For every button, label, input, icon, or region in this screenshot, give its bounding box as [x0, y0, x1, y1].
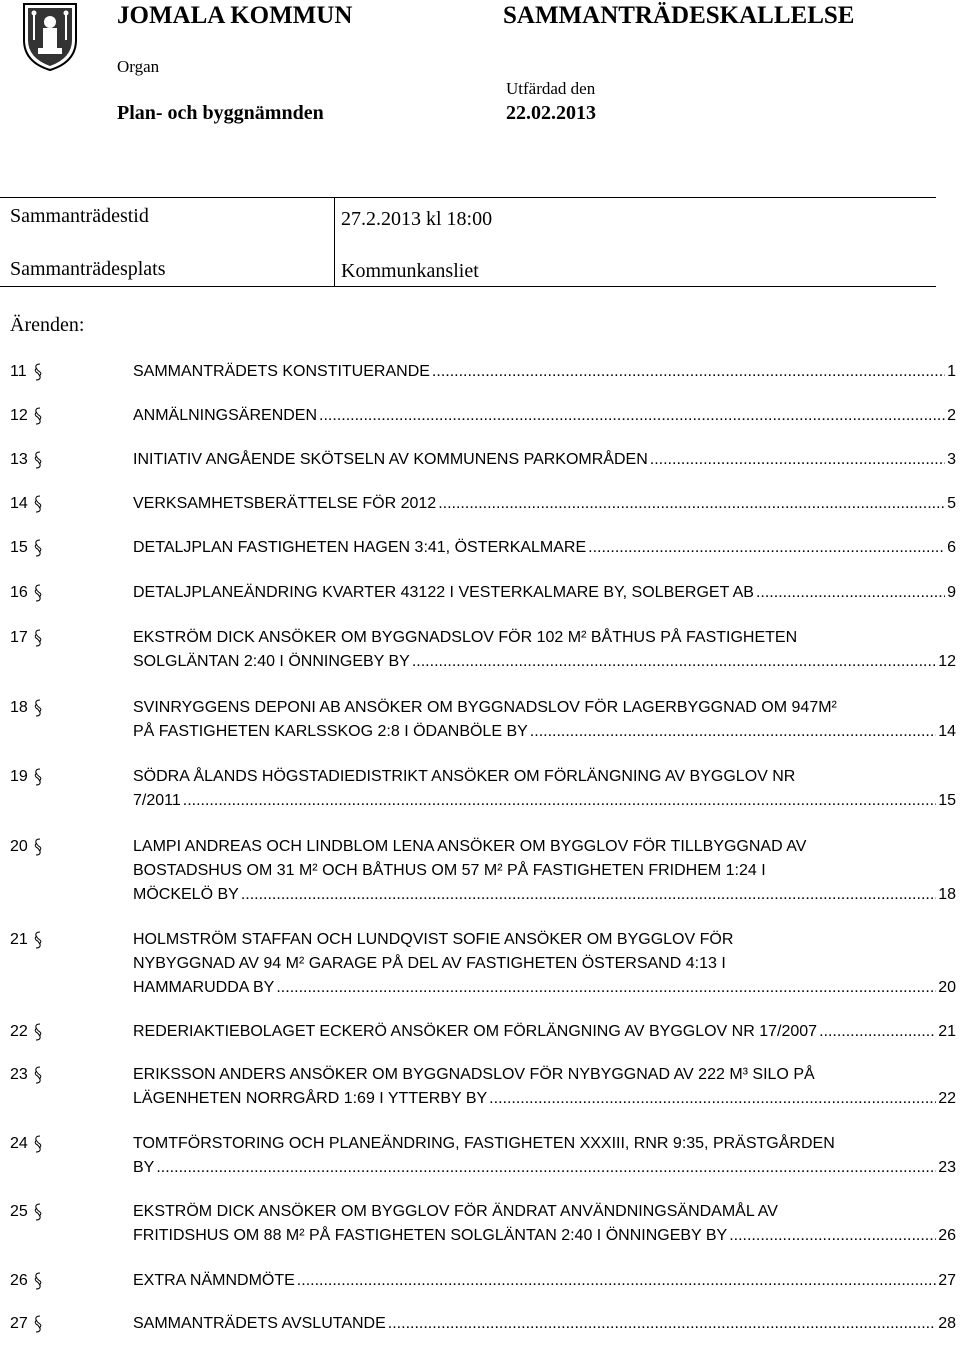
section-sign-icon [33, 1065, 43, 1085]
agenda-item-page: 28 [938, 1315, 956, 1332]
agenda-item-title: INITIATIV ANGÅENDE SKÖTSELN AV KOMMUNENS PARKOMRÅDEN ..... 3 [133, 448, 956, 472]
document-type: SAMMANTRÄDESKALLELSE [503, 2, 855, 29]
agenda-item-page: 15 [938, 792, 956, 809]
agenda-heading: Ärenden: [10, 314, 85, 336]
agenda-item-page: 6 [947, 539, 956, 556]
dot-leader [241, 883, 936, 907]
agenda-item-title: EKSTRÖM DICK ANSÖKER OM BYGGLOV FÖR ÄNDRAT ANVÄNDNINGSÄNDAMÅL AV FRITIDSHUS OM 88 M² PÅ FASTIGHETEN SOLGLÄNTAN 2:40 I ÖNNINGEBY BY ..... 26 [133, 1200, 956, 1248]
agenda-item-number: 19 [10, 768, 28, 785]
section-sign-icon [33, 767, 43, 787]
agenda-item-page: 12 [938, 653, 956, 670]
agenda-item-number: 23 [10, 1066, 28, 1083]
agenda-item-number: 24 [10, 1135, 28, 1152]
agenda-item-title: VERKSAMHETSBERÄTTELSE FÖR 2012 ..... 5 [133, 492, 956, 516]
section-sign-icon [33, 698, 43, 718]
dot-leader [588, 536, 945, 560]
agenda-item-number: 22 [10, 1023, 28, 1040]
municipal-crest-icon [10, 0, 90, 72]
meeting-place-value: Kommunkansliet [341, 260, 479, 282]
section-sign-icon [33, 494, 43, 514]
agenda-item-page: 27 [938, 1272, 956, 1289]
dot-leader [297, 1269, 936, 1293]
section-sign-icon [33, 1271, 43, 1291]
meeting-place-label: Sammanträdesplats [10, 258, 166, 280]
agenda-item-page: 1 [947, 363, 956, 380]
dot-leader [650, 448, 945, 472]
agenda-item-number: 15 [10, 539, 28, 556]
dot-leader [756, 581, 945, 605]
agenda-item-page: 26 [938, 1227, 956, 1244]
agenda-item-title: REDERIAKTIEBOLAGET ECKERÖ ANSÖKER OM FÖRLÄNGNING AV BYGGLOV NR 17/2007 ..... 21 [133, 1020, 956, 1044]
section-sign-icon [33, 1134, 43, 1154]
dot-leader [412, 650, 936, 674]
municipality-name: JOMALA KOMMUN [117, 2, 353, 29]
agenda-item-title: SVINRYGGENS DEPONI AB ANSÖKER OM BYGGNADSLOV FÖR LAGERBYGGNAD OM 947M² PÅ FASTIGHETEN KARLSSKOG 2:8 I ÖDANBÖLE BY ..... 14 [133, 696, 956, 744]
agenda-item-page: 2 [947, 407, 956, 424]
meeting-time-value: 27.2.2013 kl 18:00 [341, 208, 493, 230]
agenda-item-title: EKSTRÖM DICK ANSÖKER OM BYGGNADSLOV FÖR 102 M² BÅTHUS PÅ FASTIGHETEN SOLGLÄNTAN 2:40 I ÖNNINGEBY BY ..... 12 [133, 626, 956, 674]
agenda-item-title: ERIKSSON ANDERS ANSÖKER OM BYGGNADSLOV FÖR NYBYGGNAD AV 222 M³ SILO PÅ LÄGENHETEN NORRGÅRD 1:69 I YTTERBY BY ..... 22 [133, 1063, 956, 1111]
agenda-item-page: 23 [938, 1159, 956, 1176]
dot-leader [438, 492, 945, 516]
dot-leader [156, 1156, 936, 1180]
dot-leader [530, 720, 936, 744]
organ-name: Plan- och byggnämnden [117, 102, 324, 124]
agenda-item-page: 18 [938, 886, 956, 903]
agenda-item-page: 14 [938, 723, 956, 740]
section-sign-icon [33, 583, 43, 603]
agenda-item-number: 16 [10, 584, 28, 601]
section-sign-icon [33, 837, 43, 857]
dot-leader [319, 404, 945, 428]
dot-leader [819, 1020, 936, 1044]
agenda-item-title: LAMPI ANDREAS OCH LINDBLOM LENA ANSÖKER OM BYGGLOV FÖR TILLBYGGNAD AV BOSTADSHUS OM 31 M² OCH BÅTHUS OM 57 M² PÅ FASTIGHETEN FRIDHEM 1:24 I MÖCKELÖ BY ..... 18 [133, 835, 956, 907]
agenda-item-number: 26 [10, 1272, 28, 1289]
section-sign-icon [33, 1022, 43, 1042]
agenda-item-page: 3 [947, 451, 956, 468]
section-sign-icon [33, 406, 43, 426]
agenda-item-number: 25 [10, 1203, 28, 1220]
agenda-item-title: SAMMANTRÄDETS AVSLUTANDE ..... 28 [133, 1312, 956, 1336]
agenda-item-page: 9 [947, 584, 956, 601]
agenda-item-title: DETALJPLANEÄNDRING KVARTER 43122 I VESTERKALMARE BY, SOLBERGET AB ..... 9 [133, 581, 956, 605]
agenda-item-page: 5 [947, 495, 956, 512]
agenda-item-number: 14 [10, 495, 28, 512]
meeting-info-table [0, 197, 936, 287]
organ-label: Organ [117, 57, 160, 76]
agenda-item-title: HOLMSTRÖM STAFFAN OCH LUNDQVIST SOFIE ANSÖKER OM BYGGLOV FÖR NYBYGGNAD AV 94 M² GARAGE PÅ DEL AV FASTIGHETEN ÖSTERSAND 4:13 I HAMMARUDDA BY ..... 20 [133, 928, 956, 1000]
dot-leader [276, 976, 936, 1000]
meeting-time-label: Sammanträdestid [10, 205, 149, 227]
agenda-item-number: 17 [10, 629, 28, 646]
dot-leader [388, 1312, 936, 1336]
section-sign-icon [33, 1314, 43, 1334]
section-sign-icon [33, 930, 43, 950]
dot-leader [432, 360, 945, 384]
dot-leader [183, 789, 936, 813]
agenda-item-title: TOMTFÖRSTORING OCH PLANEÄNDRING, FASTIGHETEN XXXIII, RNR 9:35, PRÄSTGÅRDEN BY ..... 23 [133, 1132, 956, 1180]
agenda-item-page: 22 [938, 1090, 956, 1107]
section-sign-icon [33, 362, 43, 382]
agenda-item-title: ANMÄLNINGSÄRENDEN ..... 2 [133, 404, 956, 428]
issued-label: Utfärdad den [506, 79, 596, 98]
agenda-item-title: DETALJPLAN FASTIGHETEN HAGEN 3:41, ÖSTERKALMARE ..... 6 [133, 536, 956, 560]
agenda-item-number: 18 [10, 699, 28, 716]
agenda-item-number: 13 [10, 451, 28, 468]
section-sign-icon [33, 538, 43, 558]
dot-leader [489, 1087, 936, 1111]
agenda-item-number: 12 [10, 407, 28, 424]
dot-leader [729, 1224, 936, 1248]
agenda-item-page: 21 [938, 1023, 956, 1040]
agenda-item-page: 20 [938, 979, 956, 996]
section-sign-icon [33, 1202, 43, 1222]
issued-date: 22.02.2013 [506, 102, 596, 124]
table-divider [334, 198, 335, 286]
agenda-item-title: EXTRA NÄMNDMÖTE ..... 27 [133, 1269, 956, 1293]
section-sign-icon [33, 628, 43, 648]
agenda-item-number: 20 [10, 838, 28, 855]
section-sign-icon [33, 450, 43, 470]
agenda-item-title: SAMMANTRÄDETS KONSTITUERANDE ..... 1 [133, 360, 956, 384]
agenda-item-number: 11 [10, 363, 27, 380]
agenda-item-number: 21 [10, 931, 28, 948]
agenda-item-title: SÖDRA ÅLANDS HÖGSTADIEDISTRIKT ANSÖKER OM FÖRLÄNGNING AV BYGGLOV NR 7/2011 ..... 15 [133, 765, 956, 813]
agenda-item-number: 27 [10, 1315, 28, 1332]
